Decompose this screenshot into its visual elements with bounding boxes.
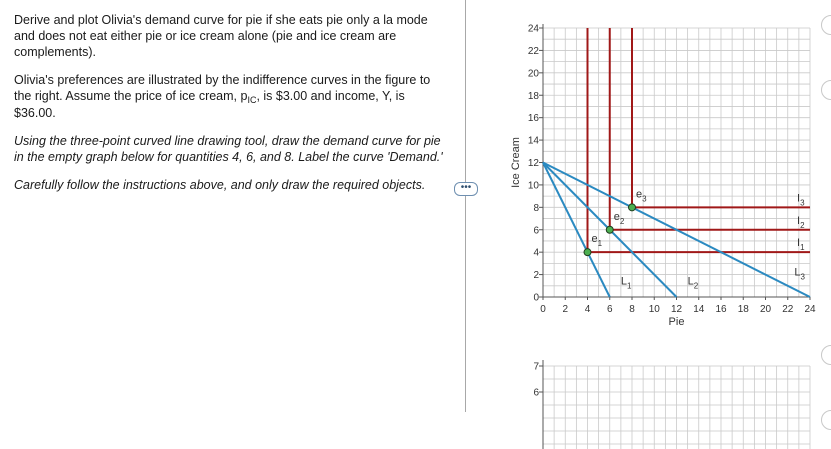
- indifference-curve-label-2: $I_2$: [797, 214, 805, 230]
- budget-line-label-2: $L_2$: [687, 275, 699, 291]
- x-tick-label: 8: [629, 304, 635, 315]
- x-tick-label: 2: [562, 304, 569, 315]
- y-tick-label: 16: [527, 113, 539, 125]
- chart-grid: [528, 24, 816, 316]
- y-tick-label: 6: [533, 225, 539, 237]
- y-tick-label: 8: [533, 202, 539, 214]
- indifference-curve-label-1: $I_1$: [797, 237, 805, 253]
- x-axis-label: Pie: [668, 316, 685, 328]
- demand-y-tick-label: 7: [533, 361, 539, 373]
- question-paragraph-1: Derive and plot Olivia's demand curve for pie if she eats pie only a la mode and does not eat either pie or ice cream alone (pie and ice cream are complements).: [14, 13, 428, 59]
- x-tick-label: 20: [759, 304, 772, 315]
- x-tick-label: 24: [804, 304, 816, 315]
- y-tick-label: 14: [527, 135, 539, 147]
- price-subscript: IC: [247, 95, 257, 105]
- y-axis-label: Ice Cream: [510, 137, 522, 188]
- x-tick-label: 6: [606, 304, 613, 315]
- x-tick-label: 14: [693, 304, 705, 315]
- budget-line-label-3: $L_3$: [794, 266, 806, 282]
- x-tick-label: 12: [670, 304, 683, 315]
- budget-line-label-sub: 1: [627, 281, 632, 291]
- equilibrium-label-1: $e_1$: [591, 233, 603, 249]
- y-tick-label: 10: [527, 180, 539, 192]
- budget-line-label-sub: 2: [693, 281, 699, 291]
- equilibrium-label-2: $e_2$: [613, 210, 625, 226]
- y-tick-label: 22: [527, 45, 539, 57]
- equilibrium-label-sub: 3: [642, 194, 647, 204]
- equilibrium-point-2: [606, 226, 613, 233]
- x-tick-label: 0: [540, 304, 546, 315]
- indifference-curve-label-sub: 2: [800, 220, 805, 230]
- x-tick-label: 4: [584, 304, 591, 315]
- budget-line-label-1: $L_1$: [620, 275, 632, 291]
- y-tick-label: 4: [533, 247, 539, 259]
- indifference-curve-label-3: $I_3$: [797, 192, 805, 208]
- x-tick-label: 22: [782, 304, 794, 315]
- y-tick-label: 18: [527, 90, 539, 102]
- equilibrium-label-3: $e_3$: [636, 188, 647, 204]
- x-tick-label: 18: [737, 304, 749, 315]
- indifference-curve-label-sub: 3: [800, 198, 805, 208]
- indifference-curve-label-sub: 1: [800, 243, 805, 253]
- y-tick-label: 20: [527, 68, 539, 80]
- panel-resize-handle[interactable]: •••: [454, 182, 478, 196]
- question-p2-end: , is $3.00 and income, Y, is $36.00.: [14, 89, 405, 120]
- x-tick-label: 16: [715, 304, 727, 315]
- equilibrium-point-1: [584, 249, 591, 256]
- question-p2-start: Olivia's preferences are illustrated by the indifference curves in the figure to the right. Assume the price of ice cream, p: [14, 73, 431, 103]
- equilibrium-label-sub: 2: [619, 216, 625, 226]
- y-tick-label: 12: [527, 158, 539, 169]
- y-tick-label: 2: [533, 270, 539, 282]
- demand-graph-empty: [533, 360, 810, 449]
- budget-line-label-sub: 3: [800, 272, 806, 282]
- x-tick-label: 10: [648, 304, 660, 315]
- y-tick-label: 24: [527, 23, 539, 35]
- equilibrium-label-sub: 1: [597, 239, 603, 249]
- equilibrium-point-3: [629, 204, 636, 211]
- y-tick-label: 0: [533, 292, 539, 304]
- demand-y-tick-label: 6: [533, 387, 539, 399]
- question-paragraph-3: Using the three-point curved line drawing tool, draw the demand curve for pie in the empty graph below for quantities 4, 6, and 8. Label the curve 'Demand.': [14, 134, 443, 164]
- question-paragraph-4: Carefully follow the instructions above, and only draw the required objects.: [14, 178, 426, 192]
